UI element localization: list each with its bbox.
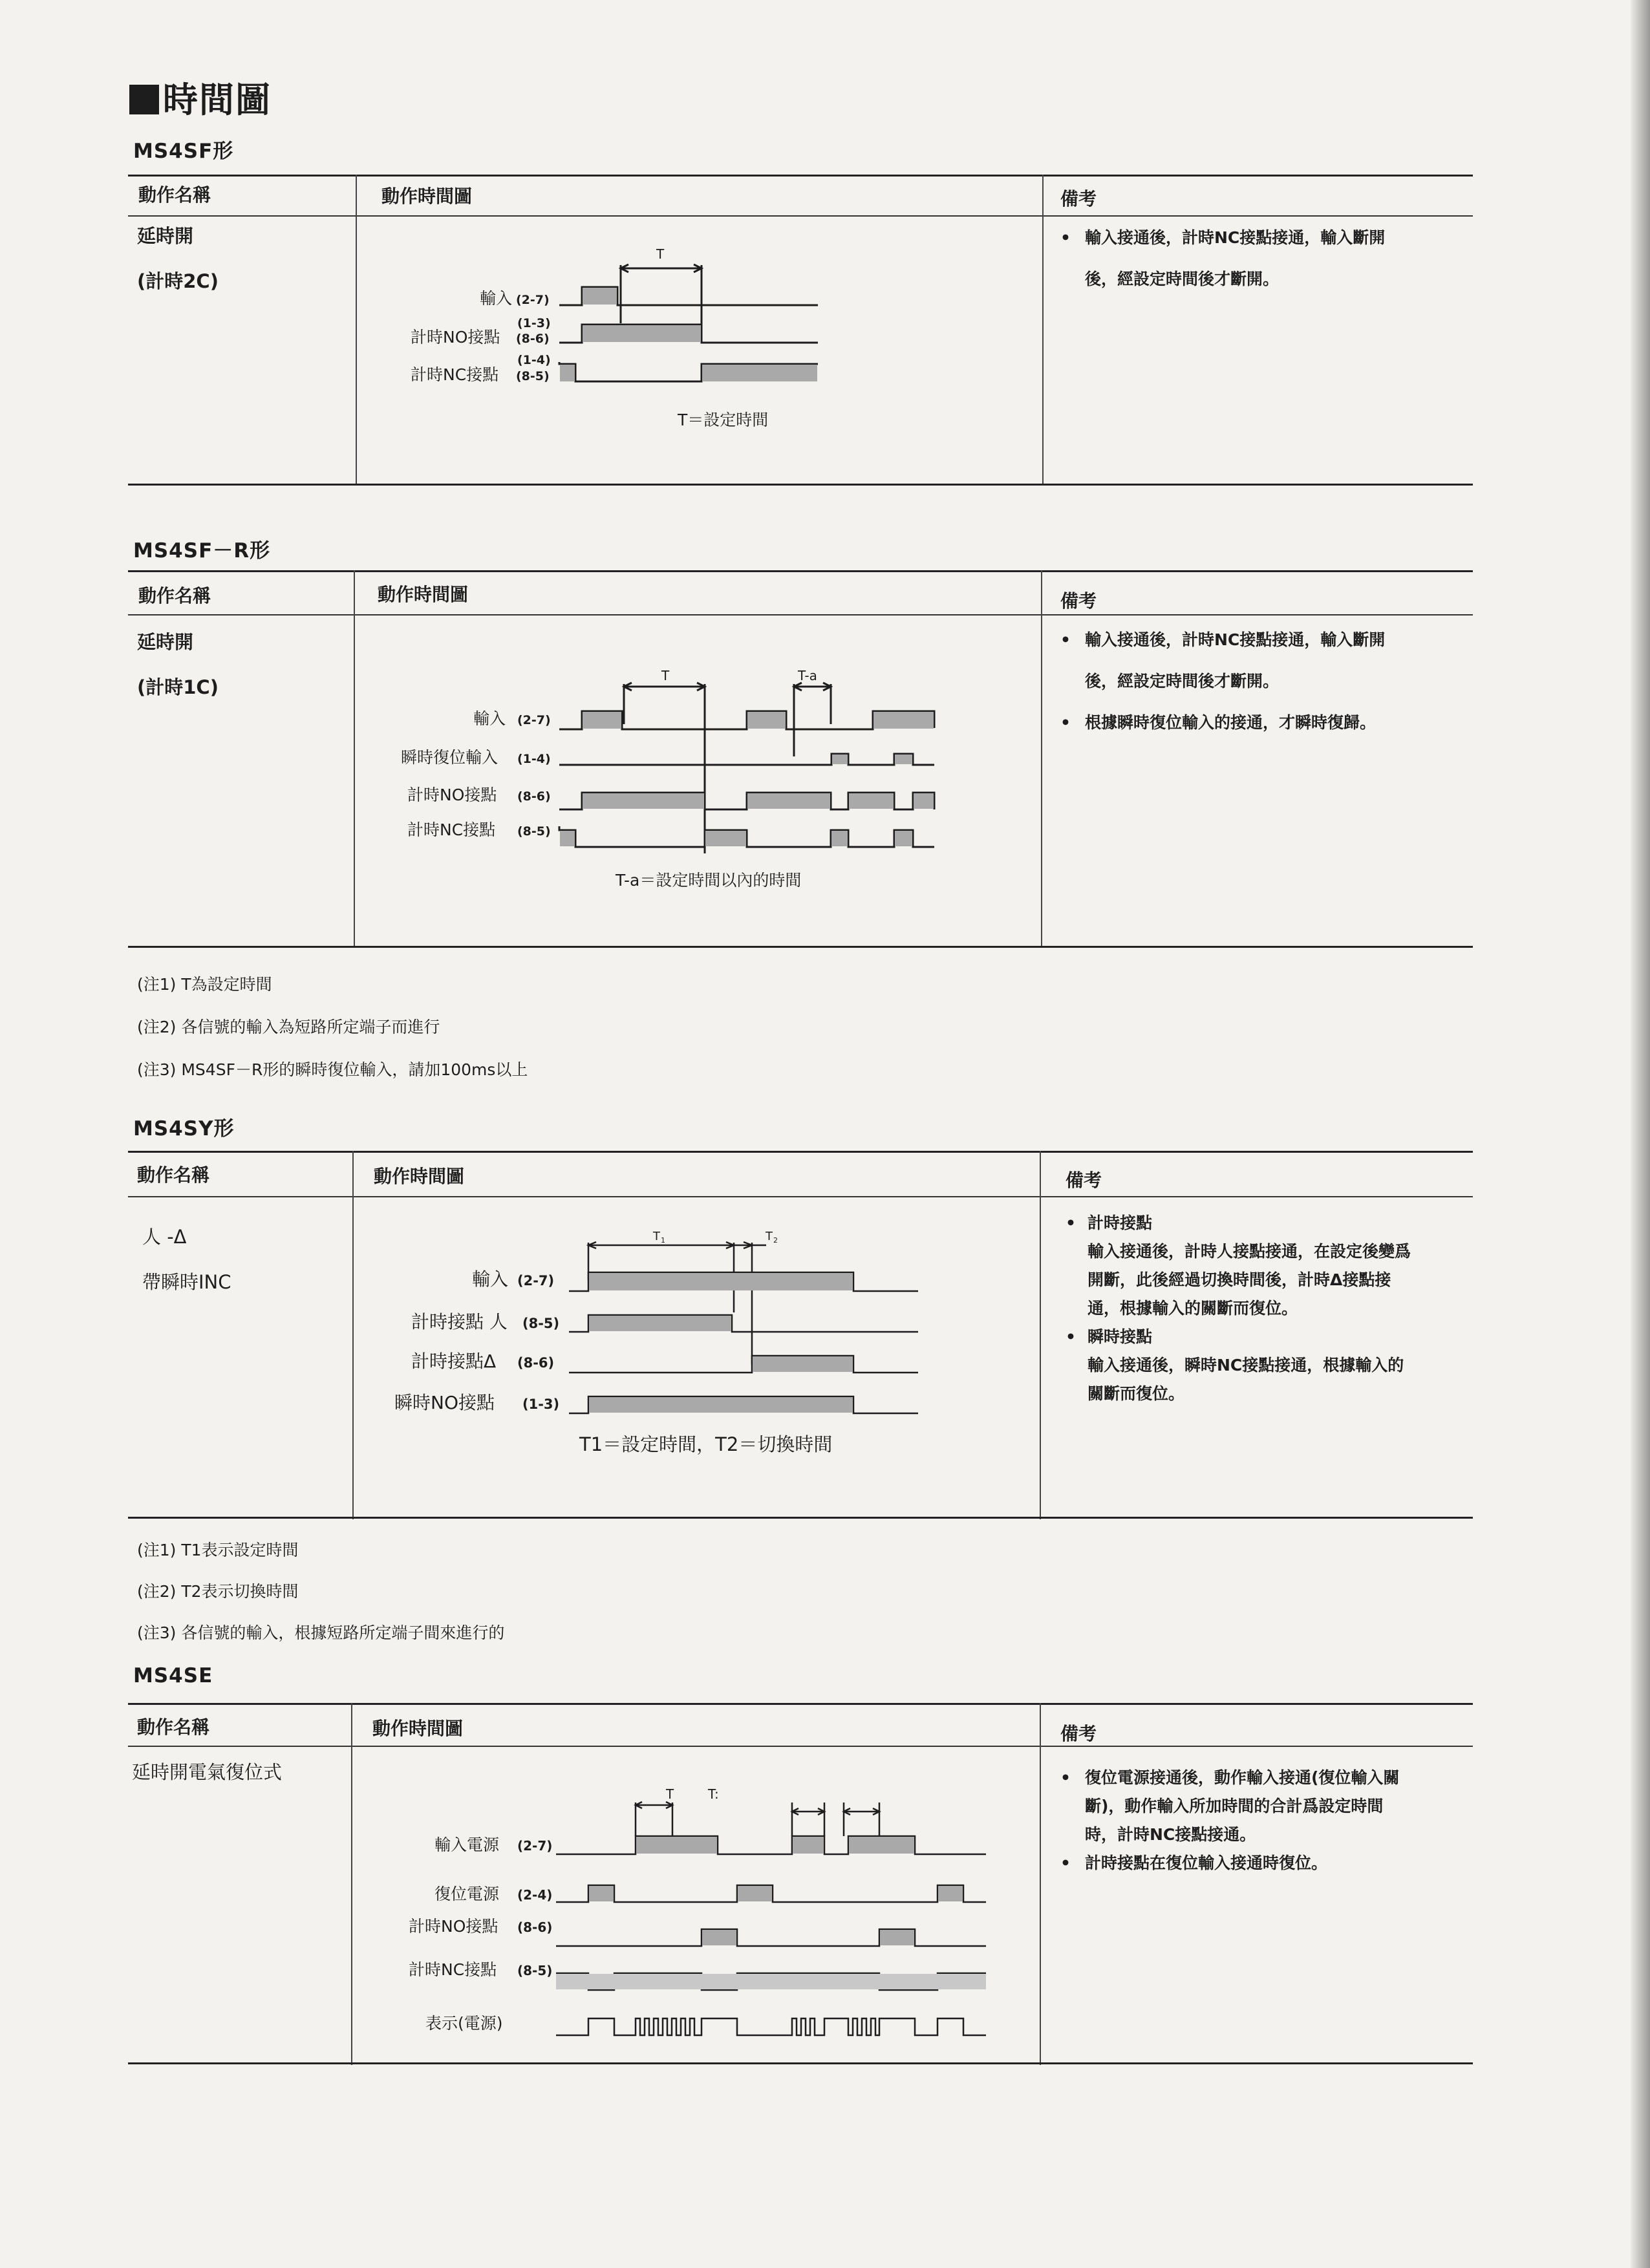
- remark-line: 輸入接通後，計時NC接點接通，輸入斷開: [1085, 630, 1386, 649]
- note-line: (注1) T為設定時間: [137, 975, 272, 994]
- remarks-ms4sf-r: [1060, 626, 1461, 737]
- timing-chart-ms4sy: [362, 1215, 1034, 1474]
- remark-line: 瞬時接點: [1088, 1327, 1153, 1346]
- terminal-label: (2-7): [516, 293, 550, 307]
- action-name-line: 人 -Δ: [142, 1226, 187, 1248]
- terminal-label: (2-4): [517, 1887, 553, 1903]
- header-name: 動作名稱: [137, 1717, 210, 1738]
- terminal-label: (2-7): [517, 713, 551, 727]
- pulse-fill: [560, 288, 817, 381]
- bullet-icon: •: [1060, 630, 1071, 649]
- terminal-label: (1-4): [517, 353, 551, 367]
- table-top-rule: [128, 1151, 1473, 1153]
- action-name: [132, 1749, 282, 1795]
- header-chart: 動作時間圖: [381, 186, 473, 207]
- signal-label: 瞬時NO接點: [394, 1392, 495, 1413]
- remark-line: 輸入接通後，計時人接點接通，在設定後變爲: [1088, 1242, 1411, 1261]
- remark-line: 關斷而復位。: [1088, 1384, 1185, 1403]
- col-divider: [354, 570, 355, 948]
- terminal-label: (8-5): [517, 824, 551, 839]
- remark-line: 根據瞬時復位輸入的接通，才瞬時復歸。: [1085, 713, 1377, 732]
- action-name: [137, 213, 219, 304]
- label-t2: T: [766, 1230, 773, 1243]
- label-ta: T-a: [798, 668, 817, 683]
- label-t: T: [661, 668, 670, 683]
- bullet-icon: •: [1060, 228, 1071, 247]
- label-t: T: [666, 1786, 674, 1802]
- timing-chart-ms4se: [362, 1784, 1034, 2043]
- section-model-ms4sy: MS4SY形: [133, 1117, 235, 1140]
- col-divider: [1040, 1703, 1041, 2065]
- action-name: [137, 619, 219, 710]
- remark-line: 開斷，此後經過切換時間後，計時Δ接點接: [1088, 1270, 1391, 1289]
- header-chart: 動作時間圖: [378, 584, 469, 605]
- remark-line: 計時接點: [1088, 1214, 1153, 1232]
- remark-line: 輸入接通後，計時NC接點接通，輸入斷開: [1085, 228, 1386, 247]
- bullet-icon: •: [1066, 1327, 1076, 1346]
- note-line: (注1) T1表示設定時間: [137, 1541, 299, 1559]
- action-name-line: (計時1C): [137, 676, 219, 698]
- remarks-ms4sf: [1060, 224, 1461, 294]
- remark-line: 時，計時NC接點接通。: [1085, 1825, 1256, 1844]
- remarks-ms4sy: [1066, 1209, 1466, 1408]
- terminal-label: (2-7): [517, 1273, 555, 1289]
- signal-label: 輸入電源: [434, 1835, 500, 1854]
- header-rule: [128, 1746, 1473, 1747]
- note-line: (注2) 各信號的輸入為短路所定端子而進行: [137, 1018, 440, 1036]
- timing-chart-ms4sf-r: [362, 659, 1034, 905]
- chart-caption: T1＝設定時間，T2＝切換時間: [579, 1433, 833, 1455]
- header-rule: [128, 1196, 1473, 1197]
- action-name: [142, 1214, 231, 1305]
- signal-label: 計時NC接點: [409, 1960, 497, 1979]
- timing-chart-ms4sf: [362, 233, 1034, 453]
- terminal-label: (2-7): [517, 1838, 553, 1854]
- header-remarks: 備考: [1066, 1170, 1102, 1191]
- col-divider: [352, 1151, 354, 1519]
- bullet-icon: •: [1066, 1214, 1076, 1232]
- terminal-label: (8-6): [517, 789, 551, 804]
- col-divider: [351, 1703, 352, 2065]
- signal-label: 復位電源: [434, 1885, 500, 1903]
- table-bottom-rule: [128, 484, 1473, 486]
- col-divider: [1040, 1151, 1041, 1519]
- terminal-label: (1-4): [517, 752, 551, 766]
- remark-line: 後，經設定時間後才斷開。: [1085, 672, 1280, 690]
- signal-label: 表示(電源): [425, 2014, 503, 2033]
- bullet-icon: •: [1060, 1854, 1071, 1872]
- header-name: 動作名稱: [138, 585, 211, 606]
- table-top-rule: [128, 570, 1473, 572]
- action-name-line: 延時開: [137, 631, 194, 653]
- header-remarks: 備考: [1060, 590, 1097, 612]
- signal-label: 計時NC接點: [411, 365, 499, 384]
- note-line: (注3) 各信號的輸入，根據短路所定端子間來進行的: [137, 1623, 505, 1642]
- chart-caption: T-a＝設定時間以內的時間: [616, 871, 802, 890]
- remark-line: 計時接點在復位輸入接通時復位。: [1085, 1854, 1328, 1872]
- remark-line: 復位電源接通後，動作輸入接通(復位輸入關: [1085, 1768, 1400, 1787]
- col-divider: [356, 175, 357, 485]
- label-t2-sub: 2: [773, 1236, 778, 1245]
- remark-line: 輸入接通後，瞬時NC接點接通，根據輸入的: [1088, 1356, 1404, 1375]
- remark-line: 斷)，動作輸入所加時間的合計爲設定時間: [1085, 1797, 1384, 1815]
- terminal-label: (8-5): [516, 369, 550, 383]
- bullet-icon: •: [1060, 1768, 1071, 1787]
- action-name-line: 延時開電氣復位式: [132, 1761, 283, 1783]
- page-title: 時間圖: [129, 72, 272, 122]
- col-divider: [1042, 175, 1044, 485]
- header-chart: 動作時間圖: [372, 1718, 464, 1739]
- label-t1-sub: 1: [661, 1236, 665, 1245]
- signal-label: 輸入: [472, 1268, 509, 1290]
- terminal-label: (8-5): [517, 1963, 553, 1978]
- remarks-ms4se: [1060, 1764, 1461, 1878]
- header-chart: 動作時間圖: [374, 1166, 465, 1187]
- signal-label: 計時接點 人: [411, 1311, 508, 1332]
- bullet-icon: •: [1060, 713, 1071, 732]
- label-t: T: [656, 246, 665, 262]
- terminal-label: (8-6): [517, 1355, 555, 1371]
- signal-label: 瞬時復位輸入: [401, 748, 498, 767]
- signal-label: 輸入: [473, 709, 506, 728]
- header-name: 動作名稱: [138, 184, 211, 206]
- section-model-ms4se: MS4SE: [133, 1664, 213, 1687]
- label-t-prime: T:: [708, 1786, 719, 1802]
- table-top-rule: [128, 175, 1473, 177]
- action-name-line: (計時2C): [137, 270, 219, 292]
- signal-label: 計時NO接點: [411, 328, 500, 347]
- terminal-label: (1-3): [517, 316, 551, 330]
- action-name-line: 延時開: [137, 225, 194, 247]
- section-model-ms4sf: MS4SF形: [133, 140, 234, 163]
- terminal-label: (8-5): [522, 1316, 560, 1331]
- table-bottom-rule: [128, 946, 1473, 948]
- terminal-label: (8-6): [517, 1920, 553, 1935]
- remark-line: 後，經設定時間後才斷開。: [1085, 270, 1280, 288]
- notes-ms4sy: [137, 1530, 504, 1654]
- table-bottom-rule: [128, 2062, 1473, 2064]
- header-remarks: 備考: [1060, 1723, 1097, 1744]
- notes-ms4sf-r: [137, 963, 528, 1091]
- section-model-ms4sf-r: MS4SF－R形: [133, 539, 271, 562]
- header-remarks: 備考: [1060, 188, 1097, 209]
- title-square-icon: [129, 85, 159, 114]
- action-name-line: 帶瞬時INC: [142, 1271, 231, 1293]
- remark-line: 通，根據輸入的關斷而復位。: [1088, 1299, 1298, 1318]
- note-line: (注2) T2表示切換時間: [137, 1582, 299, 1601]
- table-bottom-rule: [128, 1517, 1473, 1519]
- signal-label: 計時接點Δ: [411, 1351, 497, 1372]
- label-t1: T: [653, 1230, 660, 1243]
- table-top-rule: [128, 1703, 1473, 1705]
- header-name: 動作名稱: [137, 1164, 210, 1186]
- chart-caption: T＝設定時間: [678, 411, 769, 429]
- header-rule: [128, 614, 1473, 615]
- page-edge: [1631, 0, 1650, 2268]
- header-rule: [128, 215, 1473, 217]
- terminal-label: (8-6): [516, 332, 550, 346]
- signal-label: 計時NO接點: [407, 786, 497, 804]
- note-line: (注3) MS4SF－R形的瞬時復位輸入，請加100ms以上: [137, 1060, 528, 1079]
- signal-label: 輸入: [480, 289, 513, 308]
- signal-label: 計時NO接點: [409, 1917, 498, 1936]
- terminal-label: (1-3): [522, 1396, 560, 1412]
- col-divider: [1041, 570, 1042, 948]
- signal-label: 計時NC接點: [407, 820, 496, 839]
